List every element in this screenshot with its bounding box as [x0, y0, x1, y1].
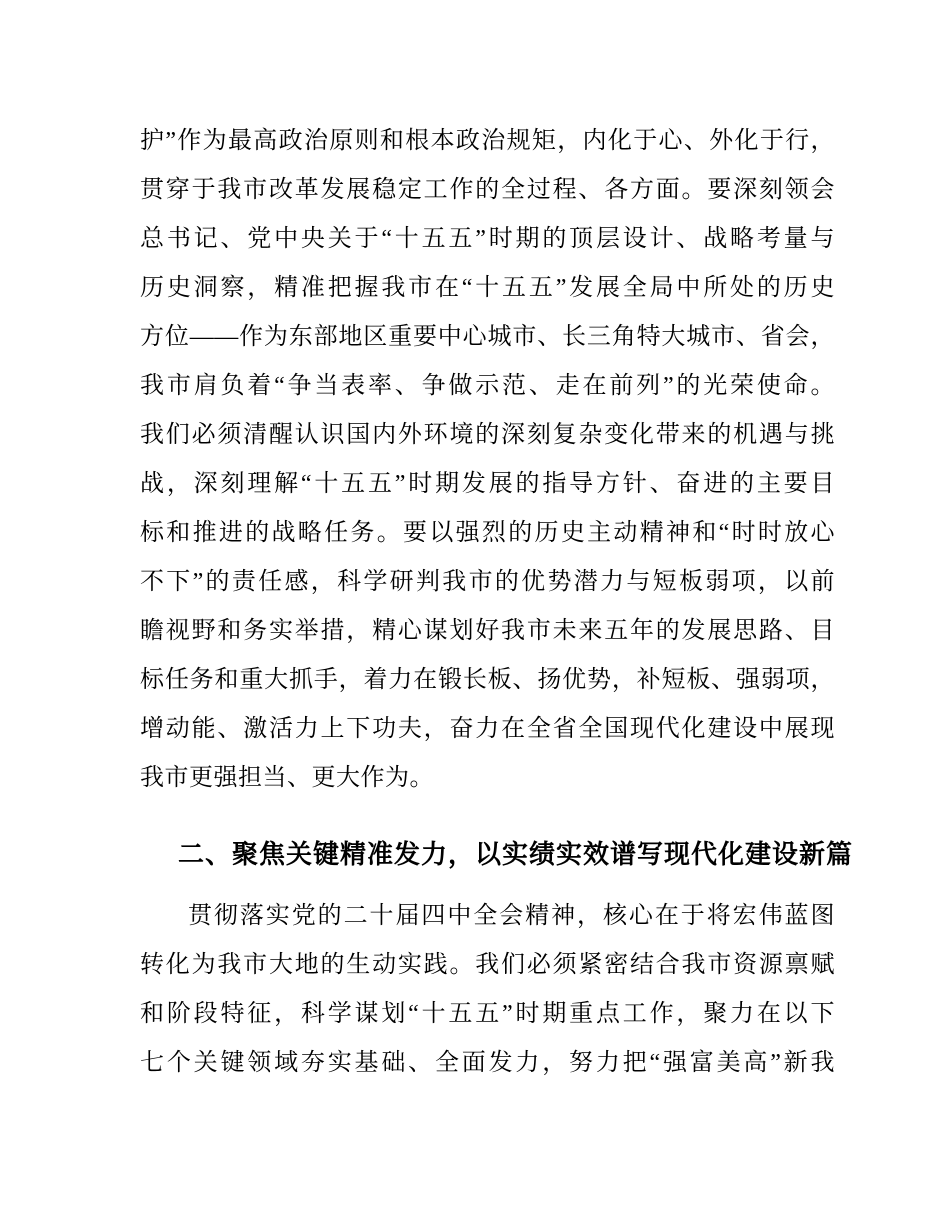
text-line: 贯彻落实党的二十届四中全会精神，核心在于将宏伟蓝图 [188, 903, 835, 929]
text-line: 不下”的责任感，科学研判我市的优势潜力与短板弱项，以前 [140, 569, 835, 595]
document-text [140, 117, 854, 1088]
text-line: 转化为我市大地的生动实践。我们必须紧密结合我市资源禀赋 [140, 952, 835, 978]
text-line: 总书记、党中央关于“十五五”时期的顶层设计、战略考量与 [140, 226, 835, 252]
section-heading: 二、聚焦关键精准发力，以实绩实效谱写现代化建设新篇 [178, 839, 854, 869]
text-line: 瞻视野和务实举措，精心谋划好我市未来五年的发展思路、目 [140, 618, 835, 644]
text-line: 增动能、激活力上下功夫，奋力在全省全国现代化建设中展现 [140, 716, 835, 742]
text-line: 标任务和重大抓手，着力在锻长板、扬优势，补短板、强弱项， [140, 667, 835, 693]
text-line: 战，深刻理解“十五五”时期发展的指导方针、奋进的主要目 [140, 471, 835, 497]
text-line: 方位——作为东部地区重要中心城市、长三角特大城市、省会， [140, 324, 835, 350]
text-line: 和阶段特征，科学谋划“十五五”时期重点工作，聚力在以下 [140, 1001, 835, 1027]
text-line: 我市肩负着“争当表率、争做示范、走在前列”的光荣使命。 [140, 373, 835, 399]
text-line: 标和推进的战略任务。要以强烈的历史主动精神和“时时放心 [140, 520, 835, 546]
text-line: 我市更强担当、更大作为。 [140, 765, 434, 791]
paragraph-2 [140, 892, 835, 1088]
text-line: 历史洞察，精准把握我市在“十五五”发展全局中所处的历史 [140, 275, 835, 301]
text-line: 七个关键领域夯实基础、全面发力，努力把“强富美高”新我 [140, 1050, 835, 1076]
text-line: 我们必须清醒认识国内外环境的深刻复杂变化带来的机遇与挑 [140, 422, 835, 448]
paragraph-continuation [140, 117, 835, 803]
text-line: 护”作为最高政治原则和根本政治规矩，内化于心、外化于行， [140, 128, 835, 154]
text-line: 贯穿于我市改革发展稳定工作的全过程、各方面。要深刻领会 [140, 177, 835, 203]
